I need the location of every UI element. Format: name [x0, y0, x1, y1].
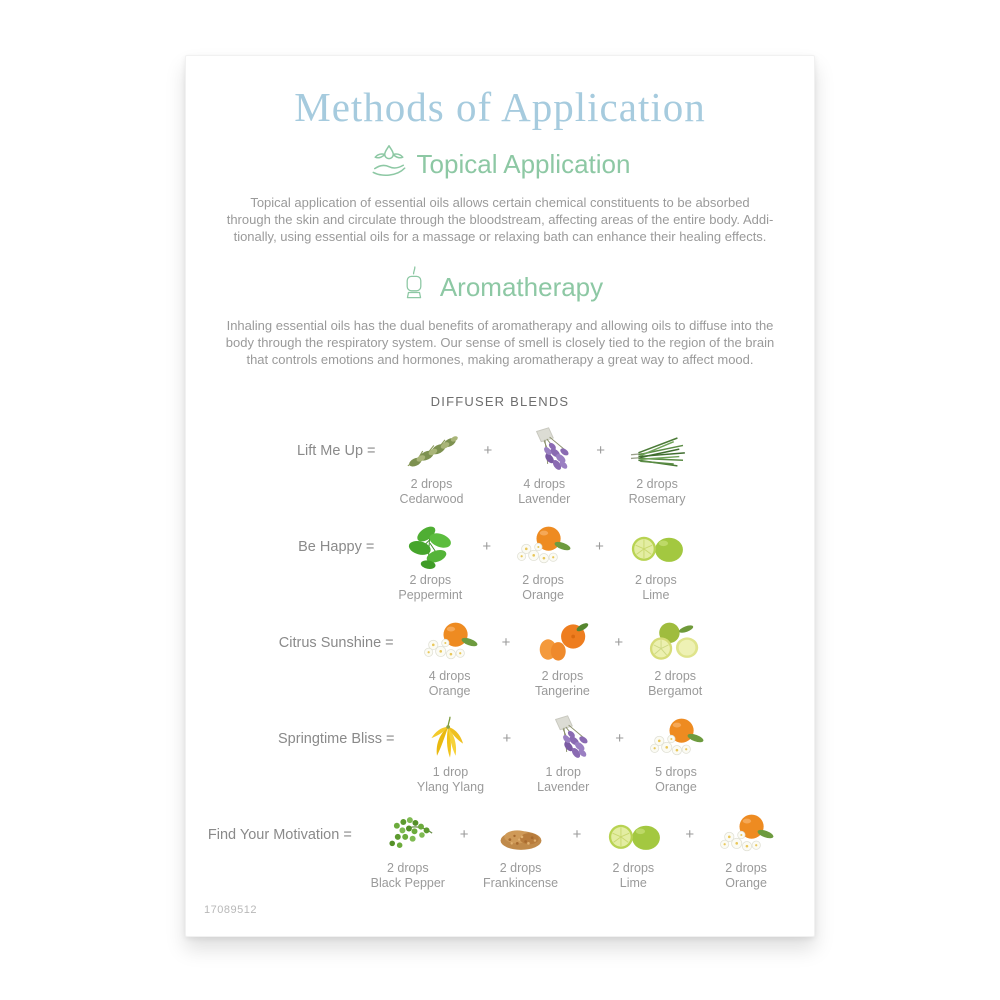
- ingredient-oil-label: Orange: [655, 780, 697, 794]
- black-pepper-image: [370, 809, 446, 861]
- ingredient-oil-label: Ylang Ylang: [416, 780, 485, 794]
- plus-sign: +: [572, 826, 582, 843]
- aromatherapy-section-heading: [186, 265, 814, 310]
- ingredient-orange: [630, 713, 722, 795]
- ingredient-oil-label: Frankincense: [483, 876, 559, 890]
- plus-sign: +: [459, 826, 469, 843]
- ingredient-qty-label: 4 drops: [523, 477, 566, 491]
- blend-row-springtime-bliss: [186, 713, 814, 795]
- ingredient-cedarwood: [386, 425, 478, 507]
- ingredient-oil-label: Cedarwood: [399, 492, 464, 506]
- ingredient-orange: [497, 521, 589, 603]
- plus-sign: +: [482, 538, 492, 555]
- topical-paragraph: [186, 194, 814, 245]
- rosemary-image: [619, 425, 695, 477]
- tangerine-image: [524, 617, 600, 669]
- lime-image: [595, 809, 671, 861]
- lavender-image: [525, 713, 601, 765]
- blend-row-citrus-sunshine: [186, 617, 814, 699]
- blend-name-label: Find Your Motivation =: [207, 827, 352, 843]
- ingredient-qty-label: 2 drops: [636, 477, 678, 491]
- paragraph-line: body through the respiratory system. Our sense of smell is closely tied to the region of the brain: [225, 335, 775, 350]
- ingredient-peppermint: [384, 521, 476, 603]
- ingredient-qty-label: 2 drops: [541, 669, 584, 683]
- paragraph-line: tionally, using essential oils for a massage or relaxing bath can enhance their healing effects.: [233, 229, 767, 244]
- plus-sign: +: [595, 538, 604, 555]
- orange-image: [412, 617, 488, 669]
- ingredient-qty-label: 2 drops: [635, 573, 677, 587]
- plus-sign: +: [483, 442, 493, 459]
- ingredient-lavender: [517, 713, 609, 795]
- peppermint-image: [392, 521, 468, 573]
- cedarwood-image: [394, 425, 470, 477]
- lime-image: [618, 521, 694, 573]
- ingredient-oil-label: Orange: [428, 684, 471, 698]
- blend-row-find-your-motivation: [186, 809, 814, 891]
- ingredient-qty-label: 2 drops: [499, 861, 542, 875]
- bergamot-image: [637, 617, 713, 669]
- ingredient-oil-label: Lime: [642, 588, 670, 602]
- ingredient-oil-label: Orange: [522, 588, 564, 602]
- blend-row-be-happy: [186, 521, 814, 603]
- aromatherapy-paragraph: [186, 317, 814, 368]
- ingredient-ylang-ylang: [404, 713, 496, 795]
- frankincense-image: [483, 809, 559, 861]
- ingredient-oil-label: Lavender: [518, 492, 571, 506]
- ingredient-qty-label: 2 drops: [409, 573, 452, 587]
- ingredient-oil-label: Rosemary: [628, 492, 686, 506]
- blend-name-label: Be Happy =: [298, 539, 375, 555]
- orange-image: [505, 521, 581, 573]
- ylang-ylang-image: [412, 713, 488, 765]
- info-card: [185, 55, 815, 937]
- ingredient-orange: [404, 617, 496, 699]
- ingredient-oil-label: Lavender: [537, 780, 590, 794]
- ingredient-oil-label: Orange: [725, 876, 767, 890]
- blend-rows: [186, 425, 814, 891]
- paragraph-line: through the skin and circulate through the bloodstream, affecting areas of the entire body. Addi-: [226, 212, 774, 227]
- orange-image: [708, 809, 784, 861]
- ingredient-qty-label: 4 drops: [428, 669, 471, 683]
- hand-drop-icon: [370, 142, 408, 187]
- ingredient-rosemary: [611, 425, 703, 507]
- paragraph-line: that controls emotions and hormones, making aromatherapy a great way to affect mood.: [246, 352, 754, 367]
- ingredient-qty-label: 2 drops: [725, 861, 767, 875]
- ingredient-qty-label: 2 drops: [612, 861, 655, 875]
- ingredient-lime: [610, 521, 702, 603]
- paragraph-line: Topical application of essential oils allows certain chemical constituents to be absorbed: [250, 195, 750, 210]
- ingredient-oil-label: Lime: [619, 876, 647, 890]
- orange-image: [638, 713, 714, 765]
- plus-sign: +: [614, 634, 624, 651]
- plus-sign: +: [502, 730, 512, 747]
- ingredient-oil-label: Tangerine: [534, 684, 590, 698]
- ingredient-tangerine: [516, 617, 608, 699]
- topical-heading-label: Topical Application: [416, 149, 631, 179]
- ingredient-qty-label: 5 drops: [655, 765, 697, 779]
- paragraph-line: Inhaling essential oils has the dual benefits of aromatherapy and allowing oils to diffuse into the: [226, 318, 774, 333]
- plus-sign: +: [615, 730, 624, 747]
- plus-sign: +: [501, 634, 511, 651]
- ingredient-qty-label: 1 drop: [545, 765, 581, 779]
- blend-name-label: Lift Me Up =: [296, 443, 376, 459]
- ingredient-oil-label: Black Pepper: [370, 876, 445, 890]
- ingredient-qty-label: 2 drops: [522, 573, 564, 587]
- ingredient-black-pepper: [362, 809, 454, 891]
- ingredient-qty-label: 1 drop: [432, 765, 469, 779]
- ingredient-qty-label: 2 drops: [654, 669, 697, 683]
- aromatherapy-heading-label: Aromatherapy: [439, 272, 604, 302]
- ingredient-lavender: [498, 425, 590, 507]
- topical-section-heading: [186, 142, 814, 187]
- ingredient-oil-label: Bergamot: [648, 684, 703, 698]
- ingredient-bergamot: [629, 617, 721, 699]
- diffuser-icon: [397, 265, 431, 310]
- blend-row-lift-me-up: [186, 425, 814, 507]
- ingredient-lime: [587, 809, 679, 891]
- plus-sign: +: [596, 442, 606, 459]
- ingredient-frankincense: [475, 809, 567, 891]
- ingredient-oil-label: Peppermint: [398, 588, 463, 602]
- ingredient-qty-label: 2 drops: [410, 477, 453, 491]
- page-title: Methods of Application: [294, 84, 706, 130]
- footer-item-code: 17089512: [204, 904, 257, 916]
- plus-sign: +: [685, 826, 695, 843]
- blend-name-label: Citrus Sunshine =: [278, 635, 394, 651]
- ingredient-qty-label: 2 drops: [386, 861, 429, 875]
- diffuser-blends-heading: DIFFUSER BLENDS: [430, 394, 570, 409]
- lavender-image: [506, 425, 582, 477]
- ingredient-orange: [700, 809, 792, 891]
- blend-name-label: Springtime Bliss =: [278, 731, 395, 747]
